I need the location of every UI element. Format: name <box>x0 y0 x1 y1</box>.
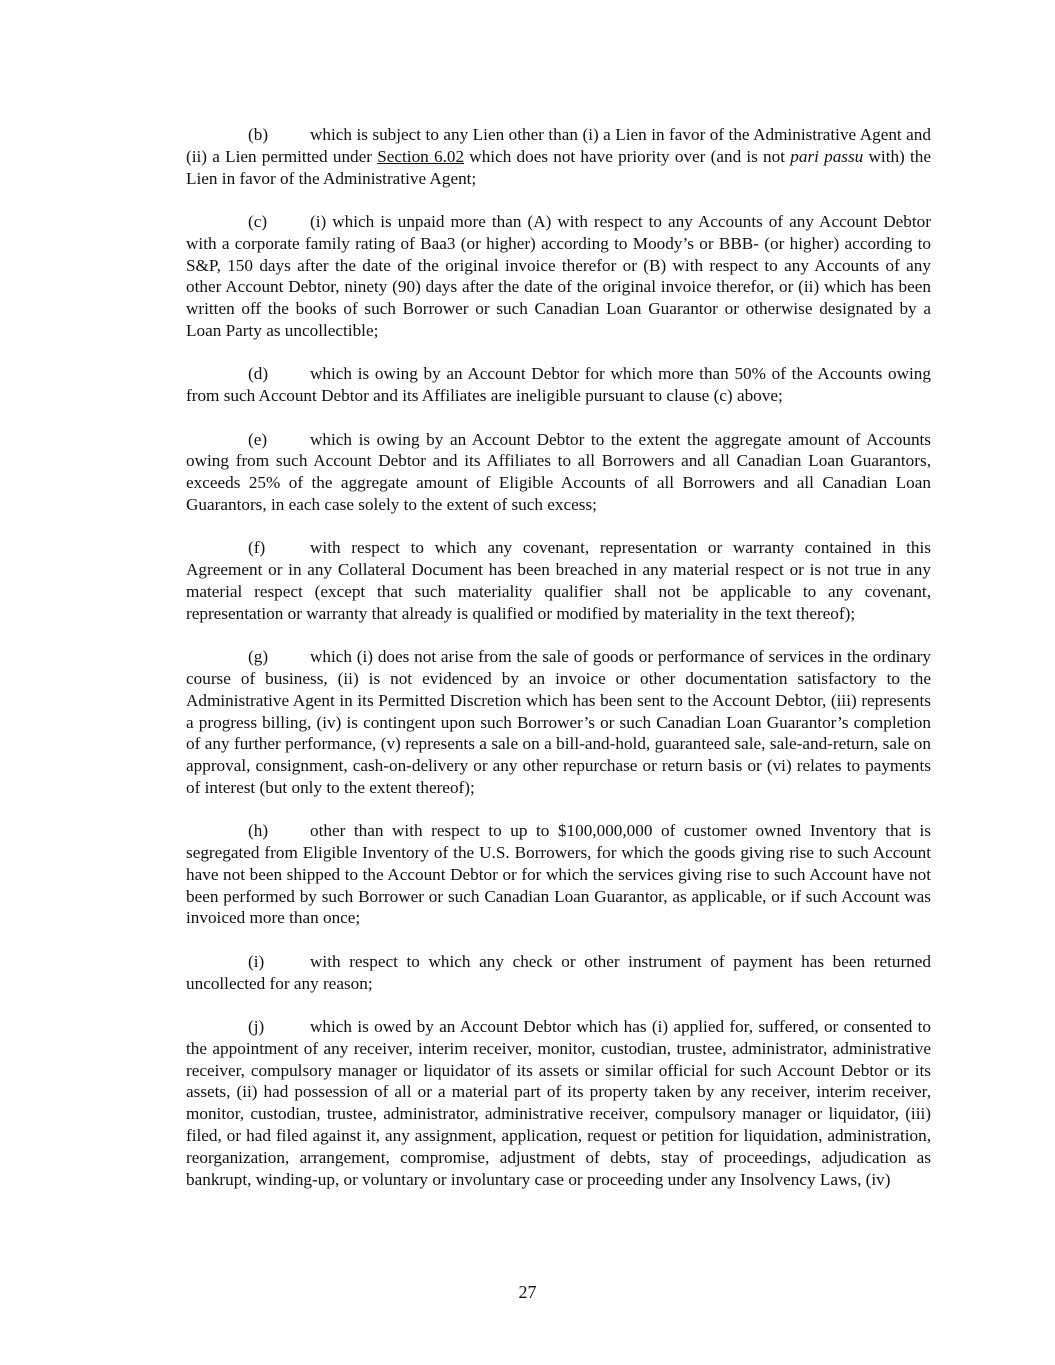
clause-f <box>186 537 931 624</box>
clause-b <box>186 124 931 189</box>
clause-text: which is owed by an Account Debtor which has (i) applied for, suffered, or consented to the appointment of any receiver, interim receiver, monitor, custodian, trustee, administrator, administrative receiver, compulsory manager or liquidator of its assets or similar official for such Account Debtor or its assets, (ii) had possession of all or a material part of its property taken by any receiver, interim receiver, monitor, custodian, trustee, administrator, administrative receiver, compulsory manager or liquidator, (iii) filed, or had filed against it, any assignment, application, request or petition for liquidation, administration, reorganization, arrangement, compromise, adjustment of debts, stay of proceedings, adjudication as bankrupt, winding-up, or voluntary or involuntary case or proceeding under any Insolvency Laws, (iv) <box>186 1017 931 1189</box>
clause-d <box>186 363 931 407</box>
clause-text: which is subject to any Lien other than (i) a Lien in favor of the Administrative Agent and (ii) a Lien permitted under <box>186 125 931 166</box>
clause-j <box>186 1016 931 1190</box>
clause-c <box>186 211 931 342</box>
clause-label: (h) <box>248 821 269 841</box>
italic-term: pari passu <box>790 146 864 166</box>
clause-label: (c) <box>248 211 268 231</box>
clause-g <box>186 646 931 799</box>
document-page <box>186 124 931 1212</box>
clause-label: (i) <box>248 951 265 971</box>
clause-text: other than with respect to up to $100,000,000 of customer owned Inventory that is segregated from Eligible Inventory of the U.S. Borrowers, for which the goods giving rise to such Account have not been shipped to the Account Debtor or for which the services giving rise to such Account have not been performed by such Borrower or such Canadian Loan Guarantor, as applicable, or if such Account was invoiced more than once; <box>186 821 931 928</box>
clause-text: (i) which is unpaid more than (A) with respect to any Accounts of any Account Debtor with a corporate family rating of Baa3 (or higher) according to Moody’s or BBB- (or higher) according to S&P, 150 days after the date of the original invoice therefor or (B) with respect to any Accounts of any other Account Debtor, ninety (90) days after the date of the original invoice therefor, or (ii) which has been written off the books of such Borrower or such Canadian Loan Guarantor or otherwise designated by a Loan Party as uncollectible; <box>186 211 931 340</box>
clause-h <box>186 820 931 929</box>
page-number: 27 <box>518 1282 537 1302</box>
clause-text: which (i) does not arise from the sale of goods or performance of services in the ordinary course of business, (ii) is not evidenced by an invoice or other documentation satisfactory to the Administrative Agent in its Permitted Discretion which has been sent to the Account Debtor, (iii) represents a progress billing, (iv) is contingent upon such Borrower’s or such Canadian Loan Guarantor’s completion of any further performance, (v) represents a sale on a bill-and-hold, guaranteed sale, sale-and-return, sale on approval, consignment, cash-on-delivery or any other repurchase or return basis or (vi) relates to payments of interest (but only to the extent thereof); <box>186 647 931 797</box>
clause-text: with) the Lien in favor of the Administrative Agent; <box>186 146 931 188</box>
clause-e <box>186 429 931 516</box>
clause-label: (j) <box>248 1017 265 1037</box>
clause-label: (d) <box>248 364 269 384</box>
clause-i <box>186 951 931 995</box>
clause-text: which does not have priority over (and is not <box>464 146 791 166</box>
section-reference-link[interactable]: Section 6.02 <box>377 146 465 166</box>
clause-text: which is owing by an Account Debtor to the extent the aggregate amount of Accounts owing from such Account Debtor and its Affiliates to all Borrowers and all Canadian Loan Guarantors, exceeds 25% of the aggregate amount of Eligible Accounts of all Borrowers and all Canadian Loan Guarantors, in each case solely to the extent of such excess; <box>186 429 931 514</box>
clause-label: (f) <box>248 538 266 558</box>
clause-label: (g) <box>248 647 269 667</box>
clause-text: which is owing by an Account Debtor for which more than 50% of the Accounts owing from such Account Debtor and its Affiliates are ineligible pursuant to clause (c) above; <box>186 364 931 406</box>
clause-text: with respect to which any check or other instrument of payment has been returned uncollected for any reason; <box>186 951 931 993</box>
clause-label: (e) <box>248 429 268 449</box>
clause-text: with respect to which any covenant, representation or warranty contained in this Agreement or in any Collateral Document has been breached in any material respect or is not true in any material respect (except that such materiality qualifier shall not be applicable to any covenant, representation or warranty that already is qualified or modified by materiality in the text thereof); <box>186 538 931 623</box>
clause-label: (b) <box>248 125 269 144</box>
